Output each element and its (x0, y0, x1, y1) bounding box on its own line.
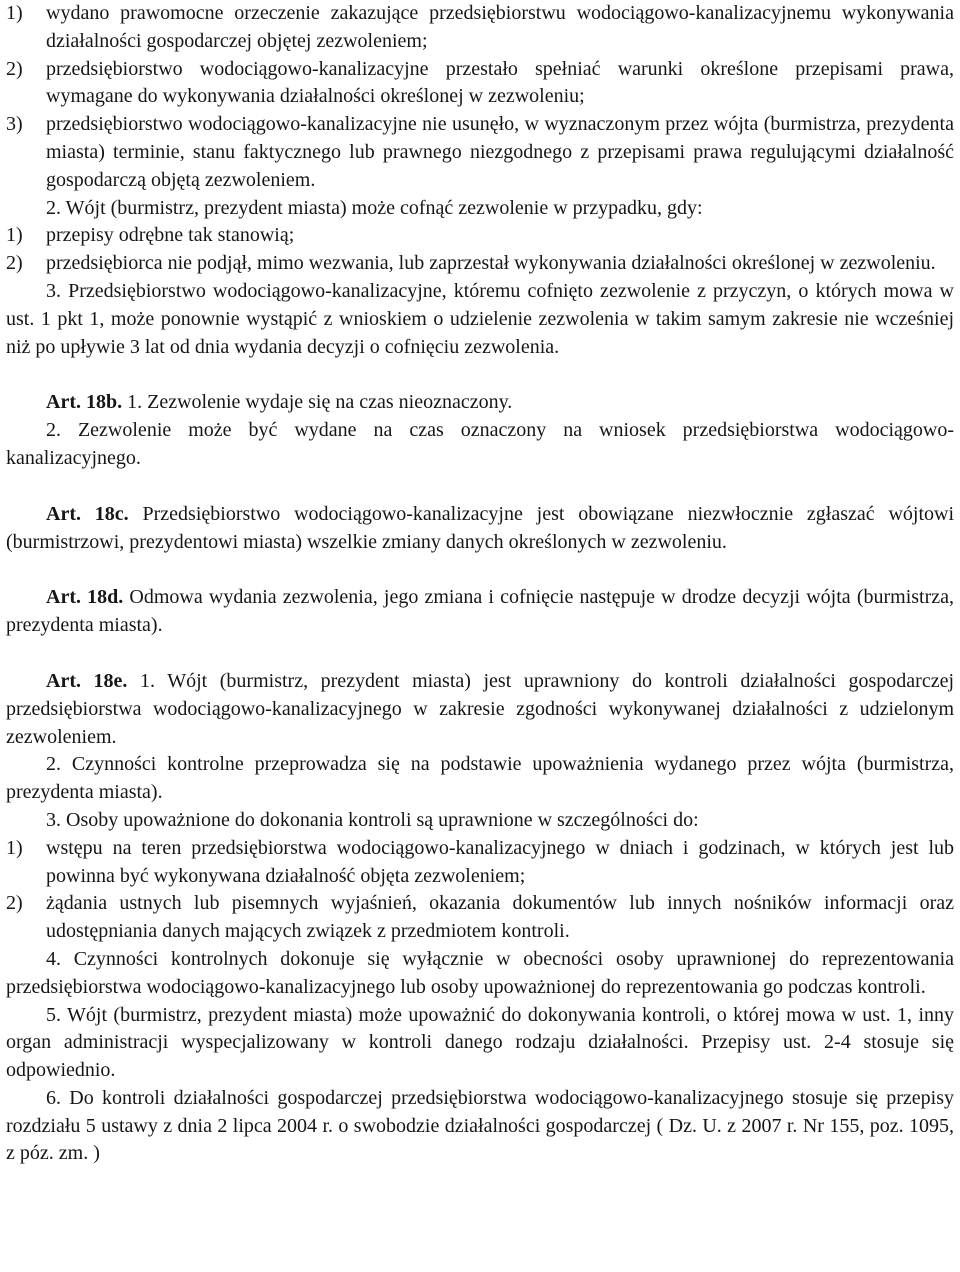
article-label: Art. 18b. (46, 391, 123, 414)
article-18e (6, 668, 954, 751)
article-18e-paragraph-4: 4. Czynności kontrolnych dokonuje się wyłącznie w obecności osoby uprawnionej do reprezentowania przedsiębiorstwa wodociągowo-kanalizacyjnego lub osoby upoważnionej do reprezentowania go podczas kontroli. (6, 947, 954, 998)
article-18e-paragraph-2: 2. Czynności kontrolne przeprowadza się na podstawie upoważnienia wydanego przez wójta (burmistrza, prezydenta miasta). (6, 753, 954, 804)
list-text: żądania ustnych lub pisemnych wyjaśnień, okazania dokumentów lub innych nośników informacji oraz udostępniania danych mających związek z przedmiotem kontroli. (46, 892, 954, 943)
list-item (6, 0, 954, 56)
article-18e-paragraph-3: 3. Osoby upoważnione do dokonania kontroli są uprawnione w szczególności do: (46, 808, 699, 831)
article-text: Odmowa wydania zezwolenia, jego zmiana i cofnięcie następuje w drodze decyzji wójta (burmistrza, prezydenta miasta). (6, 586, 955, 637)
article-label: Art. 18e. (46, 669, 128, 692)
article-text: Przedsiębiorstwo wodociągowo-kanalizacyjne jest obowiązane niezwłocznie zgłaszać wójtowi (burmistrzowi, prezydentowi miasta) wszelkie zmiany danych określonych w zezwoleniu. (6, 502, 955, 553)
list-text: wydano prawomocne orzeczenie zakazujące przedsiębiorstwu wodociągowo-kanalizacyjnemu wykonywania działalności gospodarczej objętej zezwoleniem; (46, 2, 954, 52)
article-18e-paragraph-6: 6. Do kontroli działalności gospodarczej przedsiębiorstwa wodociągowo-kanalizacyjnego stosuje się przepisy rozdziału 5 ustawy z dnia 2 lipca 2004 r. o swobodzie działalności gospodarczej ( Dz. U. z 2007 r. Nr 155, poz. 1095, z póz. zm. ) (6, 1086, 954, 1165)
article-18b-paragraph-2: 2. Zezwolenie może być wydane na czas oznaczony na wniosek przedsiębiorstwa wodociągowo-kanalizacyjnego. (6, 419, 954, 469)
list-number: 1) (6, 224, 23, 247)
list-number: 2) (6, 252, 23, 275)
list-text: przedsiębiorca nie podjął, mimo wezwania, lub zaprzestał wykonywania działalności określonej w zezwoleniu. (46, 252, 936, 275)
article-18d (6, 584, 954, 640)
article-text: 1. Zezwolenie wydaje się na czas nieoznaczony. (122, 391, 513, 414)
list-item (6, 56, 954, 112)
paragraph-2: 2. Wójt (burmistrz, prezydent miasta) może cofnąć zezwolenie w przypadku, gdy: (46, 196, 703, 219)
article-label: Art. 18d. (46, 586, 124, 609)
article-18c (6, 501, 954, 557)
list-item (6, 111, 954, 194)
paragraph-3: 3. Przedsiębiorstwo wodociągowo-kanalizacyjne, któremu cofnięto zezwolenie z przyczyn, o których mowa w ust. 1 pkt 1, może ponownie wystąpić z wnioskiem o udzielenie zezwolenia w takim samym zakresie nie wcześniej niż po upływie 3 lat od dnia wydania decyzji o cofnięciu zezwolenia. (6, 279, 954, 358)
list-number: 3) (6, 113, 23, 136)
article-18b (6, 389, 954, 417)
list-item (6, 890, 954, 946)
article-label: Art. 18c. (46, 502, 129, 525)
list-number: 1) (6, 836, 23, 859)
list-text: wstępu na teren przedsiębiorstwa wodociągowo-kanalizacyjnego w dniach i godzinach, w których jest lub powinna być wykonywana działalność objęta zezwoleniem; (46, 836, 954, 887)
list-item (6, 250, 954, 278)
list-item (6, 222, 954, 250)
list-number: 2) (6, 892, 23, 915)
article-text: 1. Wójt (burmistrz, prezydent miasta) jest uprawniony do kontroli działalności gospodarczej przedsiębiorstwa wodociągowo-kanalizacyjnego w zakresie zgodności wykonywanej działalności z udzielonym zezwoleniem. (6, 669, 955, 748)
list-text: przedsiębiorstwo wodociągowo-kanalizacyjne nie usunęło, w wyznaczonym przez wójta (burmistrza, prezydenta miasta) terminie, stanu faktycznego lub prawnego niezgodnego z przepisami prawa regulującymi działalność gospodarczą objętą zezwoleniem. (46, 113, 954, 191)
list-number: 2) (6, 57, 23, 80)
list-text: przepisy odrębne tak stanowią; (46, 224, 295, 247)
list-number: 1) (6, 2, 23, 24)
list-item (6, 835, 954, 891)
list-text: przedsiębiorstwo wodociągowo-kanalizacyjne przestało spełniać warunki określone przepisami prawa, wymagane do wykonywania działalności określonej w zezwoleniu; (46, 57, 954, 108)
article-18e-paragraph-5: 5. Wójt (burmistrz, prezydent miasta) może upoważnić do dokonywania kontroli, o której mowa w ust. 1, inny organ administracji wyspecjalizowany w kontroli danego rodzaju działalności. Przepisy ust. 2-4 stosuje się odpowiednio. (6, 1003, 954, 1082)
